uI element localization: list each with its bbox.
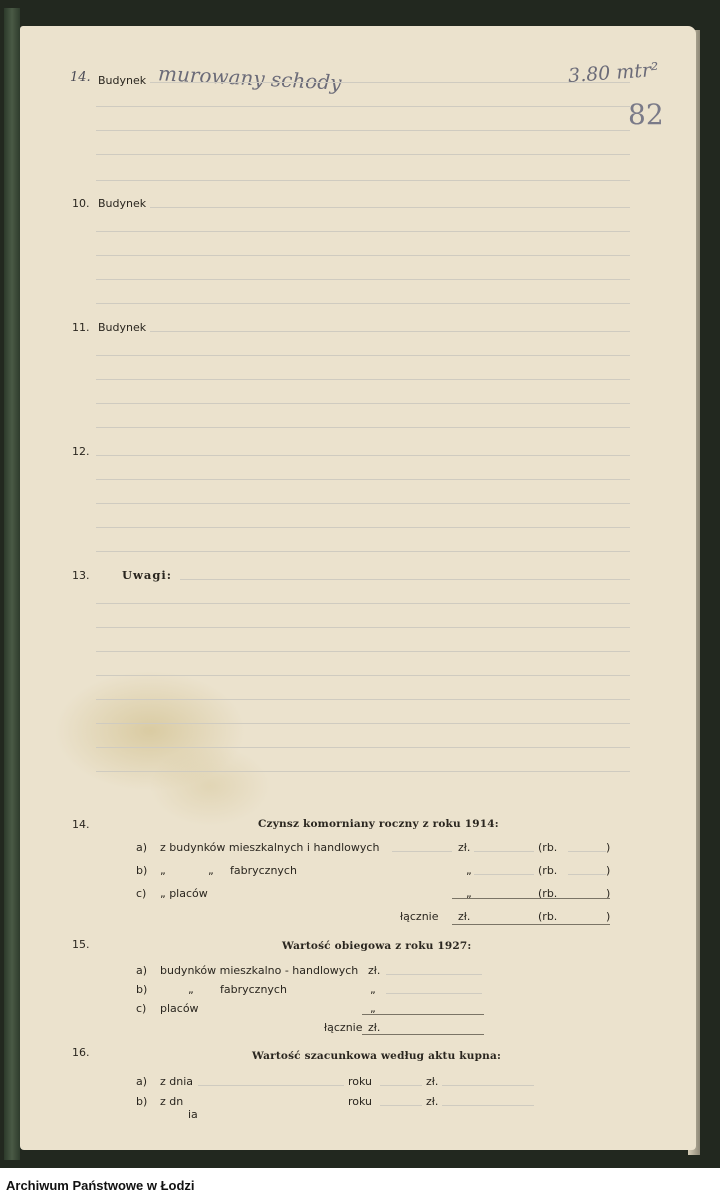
section-16-title: Wartość szacunkowa według aktu kupna: — [252, 1050, 502, 1062]
estimate-b-year: roku — [348, 1095, 373, 1108]
rent-c-label: c) — [136, 887, 147, 900]
rent-a-unit: zł. — [458, 841, 471, 854]
rent-b-ditto: „ — [160, 864, 166, 877]
fill-line — [96, 699, 630, 700]
fill-line — [96, 747, 630, 748]
market-total-unit: zł. — [368, 1021, 381, 1034]
estimate-a-unit: zł. — [426, 1075, 439, 1088]
estimate-b-unit: zł. — [426, 1095, 439, 1108]
fill-line — [392, 851, 452, 852]
fill-line — [474, 874, 534, 875]
fill-line — [386, 993, 482, 994]
handwritten-folio-number: 82 — [628, 98, 664, 131]
fill-line — [96, 675, 630, 676]
section-15-title: Wartość obiegowa z roku 1927: — [282, 940, 472, 952]
fill-line — [442, 1085, 534, 1086]
estimate-a-label: a) — [136, 1075, 148, 1088]
fill-line — [96, 130, 630, 131]
rent-b-text: fabrycznych — [230, 864, 297, 877]
market-c-unit: „ — [370, 1002, 376, 1015]
rent-b-unit: „ — [466, 864, 472, 877]
market-b-unit: „ — [370, 983, 376, 996]
fill-line — [96, 355, 630, 356]
fill-line — [96, 455, 630, 456]
rent-total-rb: (rb. — [538, 910, 558, 923]
sum-rule — [452, 898, 610, 899]
fill-line — [96, 180, 630, 181]
rent-c-unit: „ — [466, 887, 472, 900]
rent-b-close: ) — [606, 864, 611, 877]
rent-c-close: ) — [606, 887, 611, 900]
rent-total-unit: zł. — [458, 910, 471, 923]
total-rule — [452, 924, 610, 925]
fill-line — [96, 106, 630, 107]
fill-line — [96, 231, 630, 232]
row-12-number: 12. — [72, 445, 90, 458]
fill-line — [380, 1085, 422, 1086]
fill-line — [96, 379, 630, 380]
rent-c-text: „ placów — [160, 887, 208, 900]
section-16-number: 16. — [72, 1046, 90, 1059]
row-10-label: Budynek — [98, 197, 147, 210]
market-b-ditto: „ — [188, 983, 194, 996]
rent-a-close: ) — [606, 841, 611, 854]
fill-line — [96, 479, 630, 480]
market-c-text: placów — [160, 1002, 199, 1015]
market-a-unit: zł. — [368, 964, 381, 977]
rent-total-close: ) — [606, 910, 611, 923]
rent-b-label: b) — [136, 864, 148, 877]
fill-line — [96, 503, 630, 504]
market-a-text: budynków mieszkalno - handlowych — [160, 964, 359, 977]
handwritten-area: 3.80 mtr² — [567, 58, 660, 88]
market-b-label: b) — [136, 983, 148, 996]
estimate-b-text: z dn — [160, 1095, 184, 1108]
rent-a-label: a) — [136, 841, 148, 854]
fill-line — [96, 771, 630, 772]
fill-line — [386, 974, 482, 975]
market-c-label: c) — [136, 1002, 147, 1015]
handwritten-row-number: 14. — [70, 70, 91, 85]
rent-a-text: z budynków mieszkalnych i handlowych — [160, 841, 380, 854]
fill-line — [96, 551, 630, 552]
row-10-number: 10. — [72, 197, 90, 210]
rent-b-rb: (rb. — [538, 864, 558, 877]
fill-line — [96, 303, 630, 304]
section-14-title: Czynsz komorniany roczny z roku 1914: — [258, 818, 499, 830]
rent-c-rb: (rb. — [538, 887, 558, 900]
sum-rule — [362, 1014, 484, 1015]
section-14-number: 14. — [72, 818, 90, 831]
fill-line — [150, 331, 630, 332]
estimate-b-label: b) — [136, 1095, 148, 1108]
fill-line — [380, 1105, 422, 1106]
row-9-label: Budynek — [98, 74, 147, 87]
market-total-label: łącznie — [324, 1021, 363, 1034]
fill-line — [96, 723, 630, 724]
fill-line — [568, 851, 606, 852]
fill-line — [96, 603, 630, 604]
row-11-label: Budynek — [98, 321, 147, 334]
fill-line — [96, 527, 630, 528]
fill-line — [96, 154, 630, 155]
fill-line — [96, 651, 630, 652]
row-11-number: 11. — [72, 321, 90, 334]
fill-line — [150, 207, 630, 208]
fill-line — [96, 279, 630, 280]
fill-line — [96, 403, 630, 404]
fill-line — [150, 82, 630, 83]
fill-line — [96, 627, 630, 628]
rent-b-ditto: „ — [208, 864, 214, 877]
fill-line — [96, 427, 630, 428]
market-b-text: fabrycznych — [220, 983, 287, 996]
fill-line — [474, 851, 534, 852]
document-page — [20, 26, 696, 1150]
handwritten-description: murowany schody — [157, 61, 343, 95]
estimate-a-text: z dnia — [160, 1075, 194, 1088]
fill-line — [96, 255, 630, 256]
market-a-label: a) — [136, 964, 148, 977]
estimate-a-year: roku — [348, 1075, 373, 1088]
row-13-number: 13. — [72, 569, 90, 582]
rent-a-rb: (rb. — [538, 841, 558, 854]
fill-line — [568, 874, 606, 875]
estimate-b-fragment: ia — [188, 1108, 198, 1121]
archive-credit: Archiwum Państwowe w Łodzi — [6, 1178, 195, 1193]
rent-total-label: łącznie — [400, 910, 439, 923]
fill-line — [198, 1085, 344, 1086]
remarks-heading: Uwagi: — [122, 568, 173, 582]
book-spine — [4, 8, 20, 1160]
total-rule — [362, 1034, 484, 1035]
section-15-number: 15. — [72, 938, 90, 951]
fill-line — [180, 579, 630, 580]
fill-line — [442, 1105, 534, 1106]
